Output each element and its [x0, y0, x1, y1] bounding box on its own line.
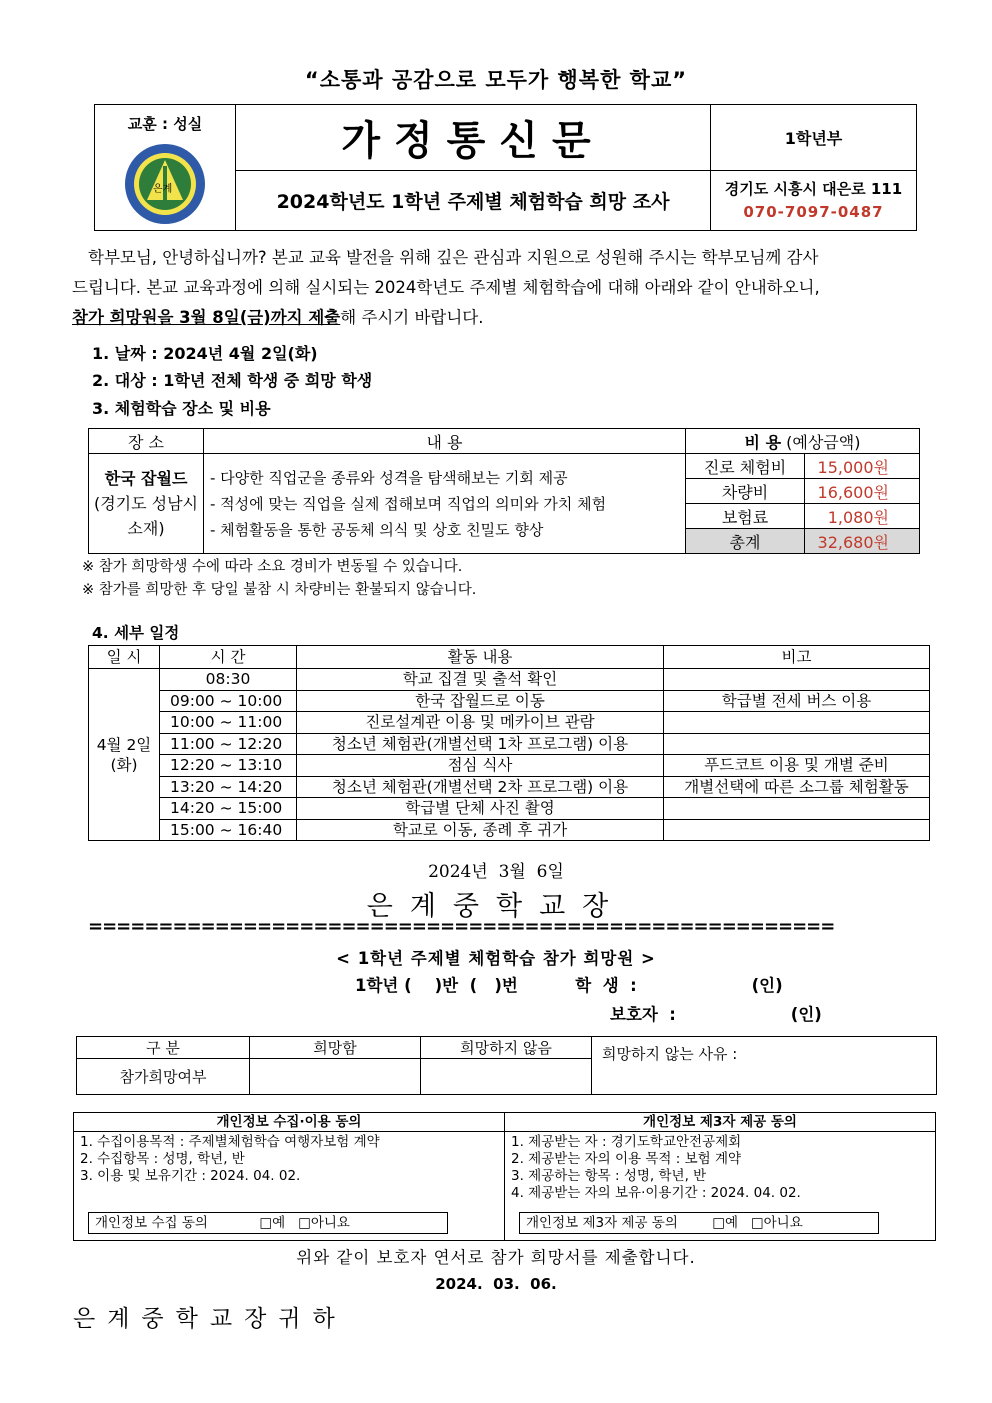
place-cell	[89, 454, 204, 554]
issue-date: 2024년 3월 6일	[428, 862, 564, 882]
time-cell: 09:00 ~ 10:00	[160, 690, 297, 712]
school-address: 경기도 시흥시 대은로 111	[724, 179, 903, 198]
yes-header: 희망함	[250, 1037, 421, 1059]
cost-label: 보험료	[686, 504, 805, 529]
activity-cell: 한국 잡월드로 이동	[297, 690, 664, 712]
section-date: 1. 날짜 : 2024년 4월 2일(화)	[92, 344, 318, 363]
schedule-table	[88, 645, 930, 841]
motto-logo-cell	[95, 105, 236, 231]
time-cell: 12:20 ~ 13:10	[160, 755, 297, 777]
no-header: 희망하지 않음	[421, 1037, 592, 1059]
list-item: 3. 이용 및 보유기간 : 2024. 04. 02.	[80, 1168, 301, 1184]
cost-header	[686, 429, 920, 454]
guardian-info-line: 보호자 : (인)	[610, 1005, 822, 1024]
note-1: ※ 참가 희망학생 수에 따라 소요 경비가 변동될 수 있습니다.	[82, 559, 463, 575]
collect-consent-checkbox[interactable]: 개인정보 수집 동의 □예 □아니요	[88, 1212, 448, 1234]
third-party-consent-checkbox[interactable]: 개인정보 제3자 제공 동의 □예 □아니요	[519, 1212, 879, 1234]
content-item: - 적성에 맞는 직업을 실제 접해보며 직업의 의미와 가치 체험	[210, 494, 607, 513]
remark-cell	[664, 798, 930, 820]
time-cell: 15:00 ~ 16:40	[160, 819, 297, 841]
category-header: 구 분	[77, 1037, 250, 1059]
section-target: 2. 대상 : 1학년 전체 학생 중 희망 학생	[92, 371, 373, 390]
time-cell: 08:30	[160, 669, 297, 691]
cut-line-separator: =====================================================	[88, 916, 835, 937]
table-row	[89, 690, 930, 712]
school-phone: 070-7097-0487	[743, 202, 884, 221]
activity-cell: 학교 집결 및 출석 확인	[297, 669, 664, 691]
table-row	[89, 733, 930, 755]
cost-total-value: 32,680원	[805, 529, 920, 554]
cost-header-label: 비 용	[744, 432, 782, 452]
time-cell: 14:20 ~ 15:00	[160, 798, 297, 820]
remark-cell	[664, 712, 930, 734]
deadline-emphasis: 참가 희망원을 3월 8일(금)까지 제출	[72, 308, 341, 327]
privacy-collect-body	[74, 1132, 505, 1241]
activity-cell: 학급별 단체 사진 촬영	[297, 798, 664, 820]
section-place-cost: 3. 체험학습 장소 및 비용	[92, 399, 271, 418]
cost-total-label: 총계	[686, 529, 805, 554]
contact-cell	[711, 171, 917, 231]
content-header: 내 용	[204, 429, 686, 454]
activity-cell: 청소년 체험관(개별선택 2차 프로그램) 이용	[297, 776, 664, 798]
remark-cell	[664, 669, 930, 691]
yes-input-cell[interactable]	[250, 1059, 421, 1095]
remark-cell	[664, 819, 930, 841]
content-item: - 다양한 직업군을 종류와 성격을 탐색해보는 기회 제공	[210, 468, 568, 487]
activity-cell: 점심 식사	[297, 755, 664, 777]
no-input-cell[interactable]	[421, 1059, 592, 1095]
closing-date: 2024. 03. 06.	[435, 1275, 557, 1293]
privacy-consent-table	[73, 1112, 936, 1241]
day-header: 일 시	[89, 646, 160, 669]
school-motto-banner: “소통과 공감으로 모두가 행복한 학교”	[304, 68, 688, 92]
form-title: < 1학년 주제별 체험학습 참가 희망원 >	[336, 949, 656, 968]
intro-line-3	[72, 303, 922, 333]
privacy-third-party-title: 개인정보 제3자 제공 동의	[505, 1113, 936, 1132]
intro-paragraph	[72, 243, 922, 333]
cost-label: 진로 체험비	[686, 454, 805, 479]
reason-field[interactable]	[592, 1037, 937, 1095]
list-item: 1. 제공받는 자 : 경기도학교안전공제회	[511, 1134, 742, 1150]
cost-value: 16,600원	[805, 479, 920, 504]
activity-cell: 학교로 이동, 종례 후 귀가	[297, 819, 664, 841]
day-date: 4월 2일	[96, 735, 152, 754]
table-row	[89, 819, 930, 841]
cost-label: 차량비	[686, 479, 805, 504]
remark-cell: 개별선택에 따른 소그룹 체험활동	[664, 776, 930, 798]
privacy-collect-title: 개인정보 수집·이용 동의	[74, 1113, 505, 1132]
list-item: 1. 수집이용목적 : 주제별체험학습 여행자보험 계약	[80, 1134, 380, 1150]
content-cell	[204, 454, 686, 554]
logo-text: 은계	[153, 184, 173, 195]
cost-value: 15,000원	[805, 454, 920, 479]
section-schedule: 4. 세부 일정	[92, 624, 180, 642]
intro-line-1: 학부모님, 안녕하십니까? 본교 교육 발전을 위해 깊은 관심과 지원으로 성원해 주시는 학부모님께 감사	[88, 248, 819, 267]
reason-label: 희망하지 않는 사유 :	[602, 1045, 738, 1063]
table-row	[89, 669, 930, 691]
school-logo-icon	[123, 142, 207, 226]
activity-header: 활동 내용	[297, 646, 664, 669]
list-item: 2. 제공받는 자의 이용 목적 : 보험 계약	[511, 1151, 742, 1167]
school-motto-label: 교훈 : 성실	[127, 115, 203, 133]
day-cell	[89, 669, 160, 841]
note-2: ※ 참가를 희망한 후 당일 불참 시 차량비는 환불되지 않습니다.	[82, 582, 477, 598]
privacy-third-party-body	[505, 1132, 936, 1241]
remark-cell	[664, 733, 930, 755]
header-box	[94, 104, 917, 231]
student-info-line: 1학년 ( )반 ( )번 학 생 : (인)	[355, 976, 783, 995]
place-location-2: 소재)	[127, 519, 165, 538]
list-item: 3. 제공하는 항목 : 성명, 학년, 반	[511, 1168, 707, 1184]
place-location-1: (경기도 성남시	[93, 494, 199, 513]
principal-signature: 은계중학교장	[366, 891, 626, 922]
time-cell: 13:20 ~ 14:20	[160, 776, 297, 798]
table-row	[89, 712, 930, 734]
list-item: 2. 수집항목 : 성명, 학년, 반	[80, 1151, 245, 1167]
time-header: 시 간	[160, 646, 297, 669]
cost-table	[88, 428, 920, 554]
remark-header: 비고	[664, 646, 930, 669]
place-name: 한국 잡월드	[104, 469, 188, 488]
table-row	[89, 798, 930, 820]
remark-cell: 학급별 전세 버스 이용	[664, 690, 930, 712]
cost-header-note: (예상금액)	[786, 432, 861, 452]
activity-cell: 청소년 체험관(개별선택 1차 프로그램) 이용	[297, 733, 664, 755]
intro-line-2: 드립니다. 본교 교육과정에 의해 실시되는 2024학년도 주제별 체험학습에 대해 아래와 같이 안내하오니,	[72, 278, 820, 297]
intro-line-3-rest: 해 주시기 바랍니다.	[340, 308, 484, 327]
remark-cell: 푸드코트 이용 및 개별 준비	[664, 755, 930, 777]
content-item: - 체험활동을 통한 공동체 의식 및 상호 친밀도 향상	[210, 520, 544, 539]
newsletter-subtitle: 2024학년도 1학년 주제별 체험학습 희망 조사	[236, 171, 711, 231]
closing-statement: 위와 같이 보호자 연서로 참가 희망서를 제출합니다.	[296, 1248, 696, 1267]
participation-label: 참가희망여부	[77, 1059, 250, 1095]
table-row	[89, 776, 930, 798]
cost-value: 1,080원	[805, 504, 920, 529]
place-header: 장 소	[89, 429, 204, 454]
application-table	[76, 1036, 937, 1095]
table-row	[89, 755, 930, 777]
time-cell: 10:00 ~ 11:00	[160, 712, 297, 734]
day-weekday: (화)	[110, 755, 138, 774]
list-item: 4. 제공받는 자의 보유·이용기간 : 2024. 04. 02.	[511, 1185, 801, 1201]
activity-cell: 진로설계관 이용 및 메카이브 관람	[297, 712, 664, 734]
newsletter-title: 가정통신문	[236, 105, 711, 171]
time-cell: 11:00 ~ 12:20	[160, 733, 297, 755]
addressee: 은계중학교장귀하	[73, 1306, 347, 1332]
grade-department: 1학년부	[711, 105, 917, 171]
